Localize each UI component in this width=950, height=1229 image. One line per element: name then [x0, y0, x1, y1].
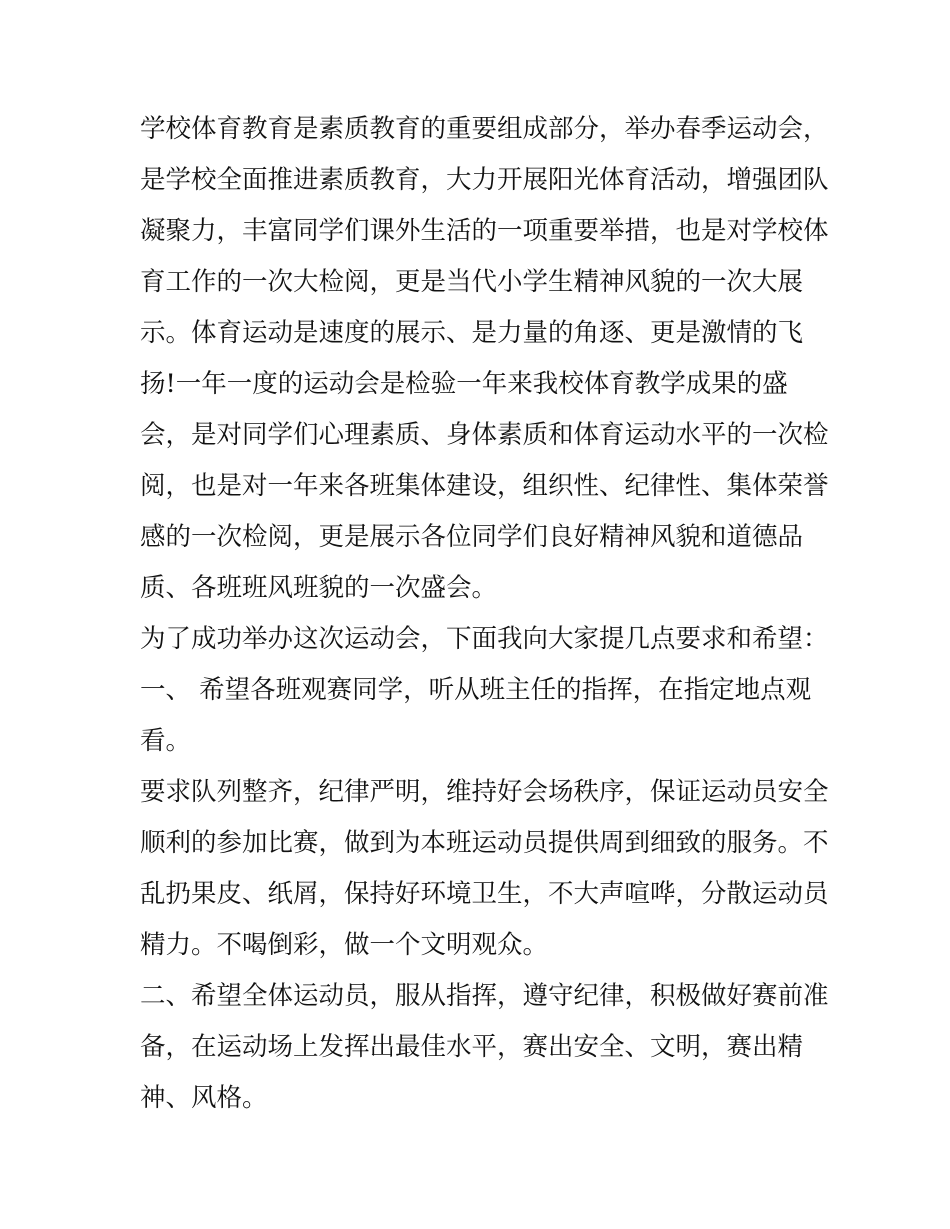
- text-line: 要求队列整齐，纪律严明，维持好会场秩序，保证运动员安全: [140, 777, 829, 807]
- text-line: 育工作的一次大检阅，更是当代小学生精神风貌的一次大展: [140, 267, 804, 297]
- text-line: 精力。不喝倒彩，做一个文明观众。: [140, 930, 549, 960]
- text-line: 神、风格。: [140, 1083, 268, 1113]
- text-line: 示。体育运动是速度的展示、是力量的角逐、更是激情的飞: [140, 318, 804, 348]
- document-body: [140, 104, 829, 1124]
- text-line: 质、各班班风班貌的一次盛会。: [140, 573, 498, 603]
- text-line: 阅，也是对一年来各班集体建设，组织性、纪律性、集体荣誉: [140, 471, 829, 501]
- text-line: 凝聚力，丰富同学们课外生活的一项重要举措，也是对学校体: [140, 216, 829, 246]
- text-line: 一、 希望各班观赛同学，听从班主任的指挥，在指定地点观: [140, 675, 812, 705]
- text-line: 是学校全面推进素质教育，大力开展阳光体育活动，增强团队: [140, 165, 829, 195]
- text-line: 会，是对同学们心理素质、身体素质和体育运动水平的一次检: [140, 420, 829, 450]
- text-line: 二、希望全体运动员，服从指挥，遵守纪律，积极做好赛前准: [140, 981, 829, 1011]
- text-line: 扬!一年一度的运动会是检验一年来我校体育教学成果的盛: [140, 369, 788, 399]
- text-line: 感的一次检阅，更是展示各位同学们良好精神风貌和道德品: [140, 522, 804, 552]
- text-line: 学校体育教育是素质教育的重要组成部分，举办春季运动会，: [140, 114, 829, 144]
- text-line: 乱扔果皮、纸屑，保持好环境卫生，不大声喧哗，分散运动员: [140, 879, 829, 909]
- text-line: 为了成功举办这次运动会，下面我向大家提几点要求和希望：: [140, 624, 829, 654]
- text-line: 看。: [140, 726, 192, 756]
- text-line: 备，在运动场上发挥出最佳水平，赛出安全、文明，赛出精: [140, 1032, 804, 1062]
- text-line: 顺利的参加比赛，做到为本班运动员提供周到细致的服务。不: [140, 828, 829, 858]
